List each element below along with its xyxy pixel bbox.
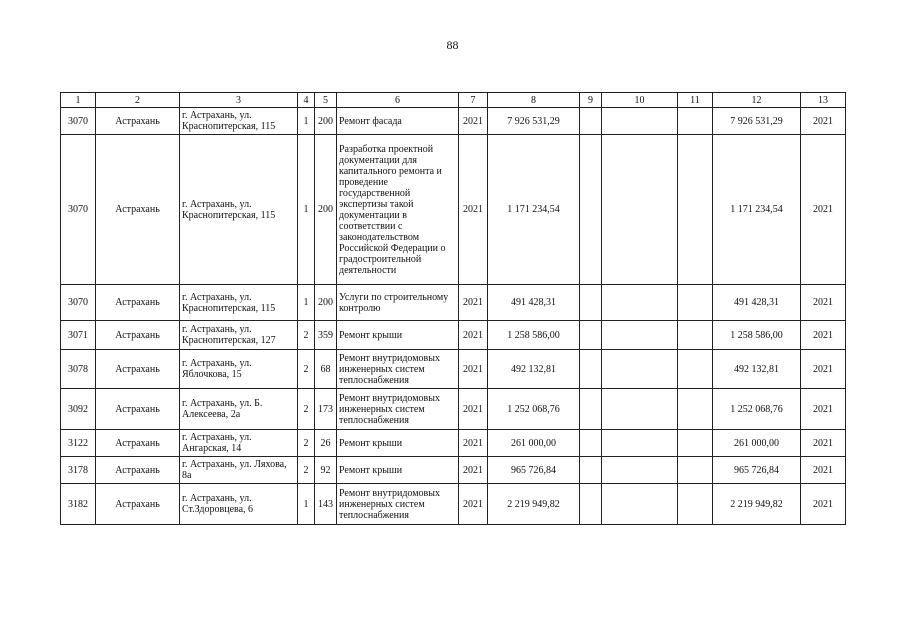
cell-col4: 1 (298, 484, 315, 525)
cell-end-year: 2021 (801, 108, 846, 135)
cell-total: 7 926 531,29 (713, 108, 801, 135)
cell-work: Ремонт фасада (337, 108, 459, 135)
cell-col11 (678, 108, 713, 135)
cell-end-year: 2021 (801, 389, 846, 430)
table-row (61, 285, 846, 321)
cell-col11 (678, 457, 713, 484)
cell-address: г. Астрахань, ул. Ст.Здоровцева, 6 (180, 484, 298, 525)
cell-id: 3178 (61, 457, 96, 484)
header-cell: 8 (488, 93, 580, 108)
header-cell: 6 (337, 93, 459, 108)
cell-col9 (580, 484, 602, 525)
cell-id: 3070 (61, 135, 96, 285)
cell-year: 2021 (459, 135, 488, 285)
cell-col5: 68 (315, 350, 337, 389)
cell-id: 3122 (61, 430, 96, 457)
cell-col9 (580, 457, 602, 484)
cell-amount: 1 252 068,76 (488, 389, 580, 430)
cell-col4: 1 (298, 135, 315, 285)
cell-col11 (678, 135, 713, 285)
table-row (61, 457, 846, 484)
cell-col10 (602, 285, 678, 321)
header-cell: 1 (61, 93, 96, 108)
header-cell: 5 (315, 93, 337, 108)
cell-id: 3070 (61, 285, 96, 321)
cell-amount: 492 132,81 (488, 350, 580, 389)
cell-total: 1 258 586,00 (713, 321, 801, 350)
table-row (61, 389, 846, 430)
cell-amount: 2 219 949,82 (488, 484, 580, 525)
header-cell: 2 (96, 93, 180, 108)
cell-id: 3071 (61, 321, 96, 350)
header-cell: 7 (459, 93, 488, 108)
cell-work: Ремонт внутридомовых инженерных систем теплоснабжения (337, 484, 459, 525)
cell-address: г. Астрахань, ул. Яблочкова, 15 (180, 350, 298, 389)
cell-col9 (580, 321, 602, 350)
cell-col10 (602, 457, 678, 484)
cell-amount: 1 258 586,00 (488, 321, 580, 350)
cell-col11 (678, 389, 713, 430)
cell-year: 2021 (459, 457, 488, 484)
cell-year: 2021 (459, 484, 488, 525)
cell-year: 2021 (459, 321, 488, 350)
cell-col9 (580, 108, 602, 135)
cell-year: 2021 (459, 430, 488, 457)
cell-col11 (678, 321, 713, 350)
cell-col4: 2 (298, 389, 315, 430)
cell-year: 2021 (459, 389, 488, 430)
cell-work: Ремонт крыши (337, 430, 459, 457)
cell-id: 3092 (61, 389, 96, 430)
cell-col4: 2 (298, 350, 315, 389)
cell-col10 (602, 135, 678, 285)
cell-amount: 261 000,00 (488, 430, 580, 457)
cell-address: г. Астрахань, ул. Краснопитерская, 115 (180, 135, 298, 285)
cell-address: г. Астрахань, ул. Краснопитерская, 127 (180, 321, 298, 350)
header-cell: 3 (180, 93, 298, 108)
cell-col4: 1 (298, 285, 315, 321)
cell-total: 492 132,81 (713, 350, 801, 389)
cell-city: Астрахань (96, 430, 180, 457)
cell-city: Астрахань (96, 321, 180, 350)
cell-col5: 26 (315, 430, 337, 457)
cell-col10 (602, 484, 678, 525)
cell-total: 1 252 068,76 (713, 389, 801, 430)
cell-col11 (678, 350, 713, 389)
table-row (61, 321, 846, 350)
cell-end-year: 2021 (801, 457, 846, 484)
cell-address: г. Астрахань, ул. Б. Алексеева, 2а (180, 389, 298, 430)
repair-program-table (60, 92, 846, 525)
cell-col11 (678, 430, 713, 457)
header-cell: 11 (678, 93, 713, 108)
cell-col10 (602, 350, 678, 389)
header-row (61, 93, 846, 108)
header-cell: 10 (602, 93, 678, 108)
header-cell: 13 (801, 93, 846, 108)
cell-work: Разработка проектной документации для капитального ремонта и проведение государственной экспертизы такой документации в соответствии с законодательством Российской Федерации о градостроительной деятельности (337, 135, 459, 285)
cell-amount: 491 428,31 (488, 285, 580, 321)
cell-city: Астрахань (96, 457, 180, 484)
cell-amount: 965 726,84 (488, 457, 580, 484)
cell-total: 491 428,31 (713, 285, 801, 321)
cell-address: г. Астрахань, ул. Ангарская, 14 (180, 430, 298, 457)
cell-total: 965 726,84 (713, 457, 801, 484)
cell-work: Ремонт крыши (337, 321, 459, 350)
cell-work: Ремонт внутридомовых инженерных систем теплоснабжения (337, 389, 459, 430)
cell-amount: 1 171 234,54 (488, 135, 580, 285)
cell-city: Астрахань (96, 135, 180, 285)
header-cell: 4 (298, 93, 315, 108)
cell-col4: 2 (298, 430, 315, 457)
cell-col11 (678, 285, 713, 321)
cell-col11 (678, 484, 713, 525)
cell-end-year: 2021 (801, 350, 846, 389)
cell-end-year: 2021 (801, 430, 846, 457)
table-row (61, 108, 846, 135)
cell-city: Астрахань (96, 484, 180, 525)
cell-id: 3182 (61, 484, 96, 525)
header-cell: 9 (580, 93, 602, 108)
cell-col5: 200 (315, 135, 337, 285)
table-row (61, 350, 846, 389)
cell-address: г. Астрахань, ул. Краснопитерская, 115 (180, 285, 298, 321)
cell-end-year: 2021 (801, 285, 846, 321)
cell-col5: 143 (315, 484, 337, 525)
cell-city: Астрахань (96, 108, 180, 135)
cell-end-year: 2021 (801, 321, 846, 350)
cell-col9 (580, 389, 602, 430)
cell-col10 (602, 108, 678, 135)
cell-col9 (580, 350, 602, 389)
cell-city: Астрахань (96, 285, 180, 321)
cell-total: 261 000,00 (713, 430, 801, 457)
cell-end-year: 2021 (801, 484, 846, 525)
cell-col5: 200 (315, 285, 337, 321)
cell-year: 2021 (459, 350, 488, 389)
cell-col4: 2 (298, 457, 315, 484)
cell-col4: 2 (298, 321, 315, 350)
cell-col10 (602, 321, 678, 350)
cell-id: 3070 (61, 108, 96, 135)
page-number: 88 (446, 38, 459, 52)
cell-col9 (580, 285, 602, 321)
cell-address: г. Астрахань, ул. Ляхова, 8а (180, 457, 298, 484)
cell-col9 (580, 430, 602, 457)
cell-year: 2021 (459, 108, 488, 135)
cell-col10 (602, 389, 678, 430)
cell-address: г. Астрахань, ул. Краснопитерская, 115 (180, 108, 298, 135)
cell-col5: 200 (315, 108, 337, 135)
cell-work: Услуги по строительному контролю (337, 285, 459, 321)
table-row (61, 484, 846, 525)
cell-work: Ремонт крыши (337, 457, 459, 484)
table-row (61, 430, 846, 457)
cell-col5: 173 (315, 389, 337, 430)
cell-city: Астрахань (96, 350, 180, 389)
cell-col5: 92 (315, 457, 337, 484)
table-row (61, 135, 846, 285)
cell-amount: 7 926 531,29 (488, 108, 580, 135)
cell-col5: 359 (315, 321, 337, 350)
cell-col9 (580, 135, 602, 285)
cell-work: Ремонт внутридомовых инженерных систем теплоснабжения (337, 350, 459, 389)
cell-end-year: 2021 (801, 135, 846, 285)
cell-col4: 1 (298, 108, 315, 135)
cell-year: 2021 (459, 285, 488, 321)
cell-total: 2 219 949,82 (713, 484, 801, 525)
cell-col10 (602, 430, 678, 457)
cell-id: 3078 (61, 350, 96, 389)
cell-total: 1 171 234,54 (713, 135, 801, 285)
cell-city: Астрахань (96, 389, 180, 430)
header-cell: 12 (713, 93, 801, 108)
